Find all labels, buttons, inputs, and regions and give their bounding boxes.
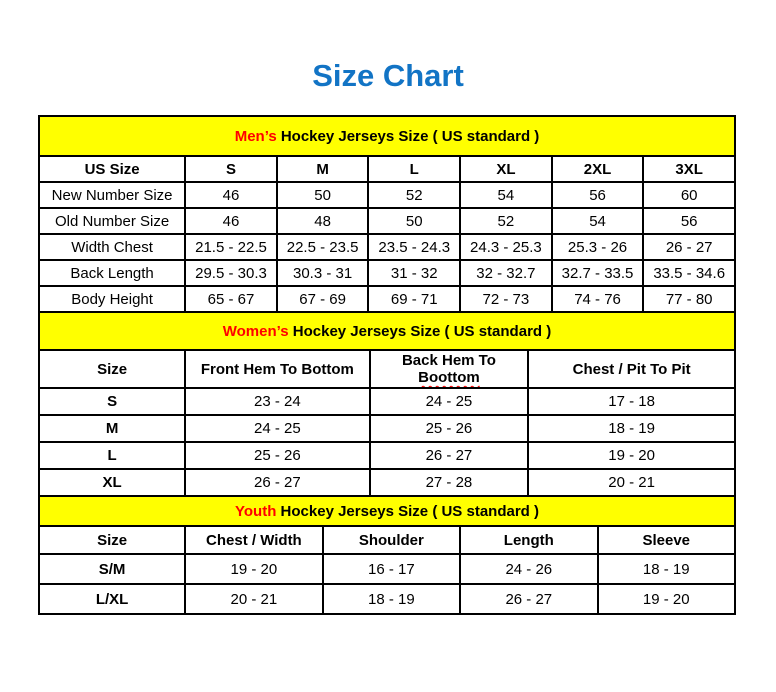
womens-table-row (39, 442, 735, 469)
size-chart (38, 115, 736, 615)
value-cell: 32.7 - 33.5 (552, 260, 644, 286)
mens-table-row (39, 182, 735, 208)
womens-section-header (39, 312, 735, 350)
mens-column-header-5: 2XL (552, 156, 644, 182)
row-label: Width Chest (39, 234, 185, 260)
mens-section-header (39, 116, 735, 156)
womens-section-header-text: Hockey Jerseys Size ( US standard ) (288, 322, 552, 340)
womens-column-header-3: Chest / Pit To Pit (528, 350, 735, 388)
value-cell: 20 - 21 (528, 469, 735, 496)
value-cell: 60 (643, 182, 735, 208)
value-cell: 54 (460, 182, 552, 208)
size-chart-page (0, 58, 776, 615)
womens-column-header-0: Size (39, 350, 185, 388)
value-cell: 32 - 32.7 (460, 260, 552, 286)
row-label: L/XL (39, 584, 185, 614)
value-cell: 56 (643, 208, 735, 234)
mens-column-header-4: XL (460, 156, 552, 182)
value-cell: 72 - 73 (460, 286, 552, 312)
value-cell: 50 (368, 208, 460, 234)
value-cell: 30.3 - 31 (277, 260, 369, 286)
value-cell: 26 - 27 (370, 442, 529, 469)
value-cell: 25.3 - 26 (552, 234, 644, 260)
mens-table-row (39, 286, 735, 312)
mens-section-header-accent: Men’s (234, 127, 277, 145)
youth-column-header-2: Shoulder (323, 526, 460, 554)
value-cell: 29.5 - 30.3 (185, 260, 277, 286)
value-cell: 24 - 26 (460, 554, 597, 584)
youth-section-header-accent: Youth (235, 502, 277, 520)
value-cell: 69 - 71 (368, 286, 460, 312)
value-cell: 46 (185, 208, 277, 234)
mens-table-row (39, 234, 735, 260)
value-cell: 23 - 24 (185, 388, 369, 415)
value-cell: 67 - 69 (277, 286, 369, 312)
row-label: Body Height (39, 286, 185, 312)
value-cell: 65 - 67 (185, 286, 277, 312)
mens-table-row (39, 208, 735, 234)
row-label: Old Number Size (39, 208, 185, 234)
value-cell: 31 - 32 (368, 260, 460, 286)
value-cell: 24 - 25 (185, 415, 369, 442)
value-cell: 24 - 25 (370, 388, 529, 415)
youth-column-header-0: Size (39, 526, 185, 554)
row-label: L (39, 442, 185, 469)
value-cell: 18 - 19 (598, 554, 735, 584)
mens-column-header-0: US Size (39, 156, 185, 182)
womens-table-row (39, 415, 735, 442)
value-cell: 23.5 - 24.3 (368, 234, 460, 260)
value-cell: 52 (460, 208, 552, 234)
womens-size-table (38, 311, 736, 497)
value-cell: 33.5 - 34.6 (643, 260, 735, 286)
womens-column-header-2: Back Hem To Boottom (370, 350, 529, 388)
page-title: Size Chart (312, 58, 464, 93)
value-cell: 74 - 76 (552, 286, 644, 312)
youth-table-row (39, 584, 735, 614)
value-cell: 20 - 21 (185, 584, 322, 614)
value-cell: 54 (552, 208, 644, 234)
value-cell: 48 (277, 208, 369, 234)
youth-section-header-text: Hockey Jerseys Size ( US standard ) (276, 502, 539, 520)
value-cell: 17 - 18 (528, 388, 735, 415)
value-cell: 26 - 27 (460, 584, 597, 614)
mens-column-header-2: M (277, 156, 369, 182)
youth-column-header-1: Chest / Width (185, 526, 322, 554)
value-cell: 26 - 27 (185, 469, 369, 496)
row-label: S/M (39, 554, 185, 584)
womens-table-row (39, 469, 735, 496)
row-label: S (39, 388, 185, 415)
mens-column-header-1: S (185, 156, 277, 182)
mens-column-header-6: 3XL (643, 156, 735, 182)
mens-size-table (38, 115, 736, 313)
misspelled-word: Boottom (418, 369, 480, 386)
womens-column-header-1: Front Hem To Bottom (185, 350, 369, 388)
value-cell: 27 - 28 (370, 469, 529, 496)
value-cell: 18 - 19 (528, 415, 735, 442)
womens-table-row (39, 388, 735, 415)
value-cell: 22.5 - 23.5 (277, 234, 369, 260)
value-cell: 25 - 26 (370, 415, 529, 442)
value-cell: 19 - 20 (185, 554, 322, 584)
row-label: XL (39, 469, 185, 496)
value-cell: 24.3 - 25.3 (460, 234, 552, 260)
value-cell: 18 - 19 (323, 584, 460, 614)
value-cell: 52 (368, 182, 460, 208)
youth-column-header-4: Sleeve (598, 526, 735, 554)
value-cell: 25 - 26 (185, 442, 369, 469)
value-cell: 50 (277, 182, 369, 208)
mens-table-row (39, 260, 735, 286)
value-cell: 21.5 - 22.5 (185, 234, 277, 260)
youth-table-row (39, 554, 735, 584)
youth-column-header-3: Length (460, 526, 597, 554)
value-cell: 77 - 80 (643, 286, 735, 312)
value-cell: 19 - 20 (528, 442, 735, 469)
youth-size-table (38, 495, 736, 615)
value-cell: 26 - 27 (643, 234, 735, 260)
womens-section-header-accent: Women’s (222, 322, 289, 340)
row-label: New Number Size (39, 182, 185, 208)
youth-section-header (39, 496, 735, 526)
row-label: M (39, 415, 185, 442)
row-label: Back Length (39, 260, 185, 286)
mens-section-header-text: Hockey Jerseys Size ( US standard ) (276, 127, 540, 145)
value-cell: 56 (552, 182, 644, 208)
value-cell: 16 - 17 (323, 554, 460, 584)
mens-column-header-3: L (368, 156, 460, 182)
value-cell: 46 (185, 182, 277, 208)
value-cell: 19 - 20 (598, 584, 735, 614)
